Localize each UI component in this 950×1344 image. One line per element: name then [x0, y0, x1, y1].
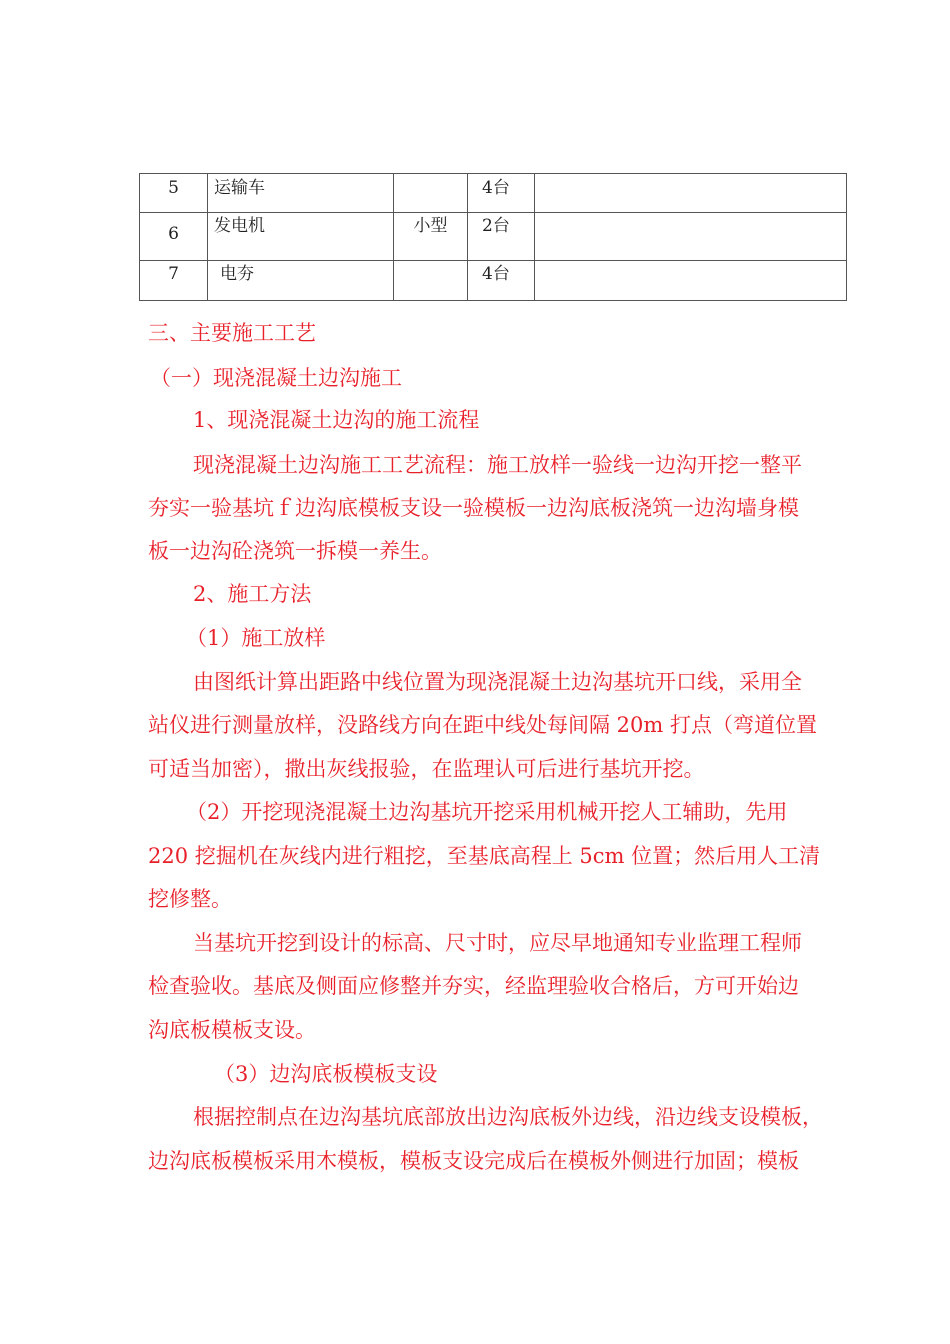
body-line: 沟底板模板支设。 — [148, 1018, 316, 1042]
equipment-note — [535, 213, 847, 261]
equipment-spec — [394, 261, 468, 301]
equipment-name: 发电机 — [208, 213, 394, 261]
body-line: 可适当加密），撒出灰线报验，在监理认可后进行基坑开挖。 — [148, 757, 705, 781]
equipment-qty: 4台 — [468, 174, 535, 213]
body-line: 220 挖掘机在灰线内进行粗挖，至基底高程上 5cm 位置；然后用人工清 — [148, 844, 821, 868]
body-line: 当基坑开挖到设计的标高、尺寸时，应尽早地通知专业监理工程师 — [193, 931, 802, 955]
body-line: 由图纸计算出距路中线位置为现浇混凝土边沟基坑开口线，采用全 — [193, 670, 802, 694]
table-row — [140, 174, 847, 213]
item-title: 1、现浇混凝土边沟的施工流程 — [193, 408, 480, 432]
subsection-title: （一）现浇混凝土边沟施工 — [150, 366, 402, 390]
step-title: （3）边沟底板模板支设 — [214, 1062, 438, 1086]
row-number: 6 — [140, 213, 208, 261]
equipment-name: 运输车 — [208, 174, 394, 213]
flow-line: 夯实一验基坑ｆ边沟底模板支设一验模板一边沟底板浇筑一边沟墙身模 — [148, 496, 799, 520]
section-title: 三、主要施工工艺 — [148, 321, 316, 345]
equipment-qty: 2台 — [468, 213, 535, 261]
body-line: 边沟底板模板采用木模板，模板支设完成后在模板外侧进行加固；模板 — [148, 1149, 799, 1173]
body-line: 检查验收。基底及侧面应修整并夯实，经监理验收合格后，方可开始边 — [148, 974, 799, 998]
equipment-spec — [394, 174, 468, 213]
table-row — [140, 213, 847, 261]
row-number: 7 — [140, 261, 208, 301]
item-title: 2、施工方法 — [193, 582, 312, 606]
body-line: 挖修整。 — [148, 887, 232, 911]
body-line: 站仪进行测量放样，没路线方向在距中线处每间隔 20m 打点（弯道位置 — [148, 713, 817, 737]
body-line: （2）开挖现浇混凝土边沟基坑开挖采用机械开挖人工辅助，先用 — [186, 800, 788, 824]
equipment-note — [535, 261, 847, 301]
equipment-spec: 小型 — [394, 213, 468, 261]
flow-line: 板一边沟砼浇筑一拆模一养生。 — [148, 539, 442, 563]
equipment-qty: 4台 — [468, 261, 535, 301]
row-number: 5 — [140, 174, 208, 213]
equipment-table — [139, 173, 847, 301]
body-line: 根据控制点在边沟基坑底部放出边沟底板外边线，沿边线支设模板， — [193, 1105, 823, 1129]
step-title: （1）施工放样 — [186, 626, 326, 650]
equipment-note — [535, 174, 847, 213]
table-row — [140, 261, 847, 301]
equipment-name: 电夯 — [208, 261, 394, 301]
flow-line: 现浇混凝土边沟施工工艺流程：施工放样一验线一边沟开挖一整平 — [193, 453, 802, 477]
